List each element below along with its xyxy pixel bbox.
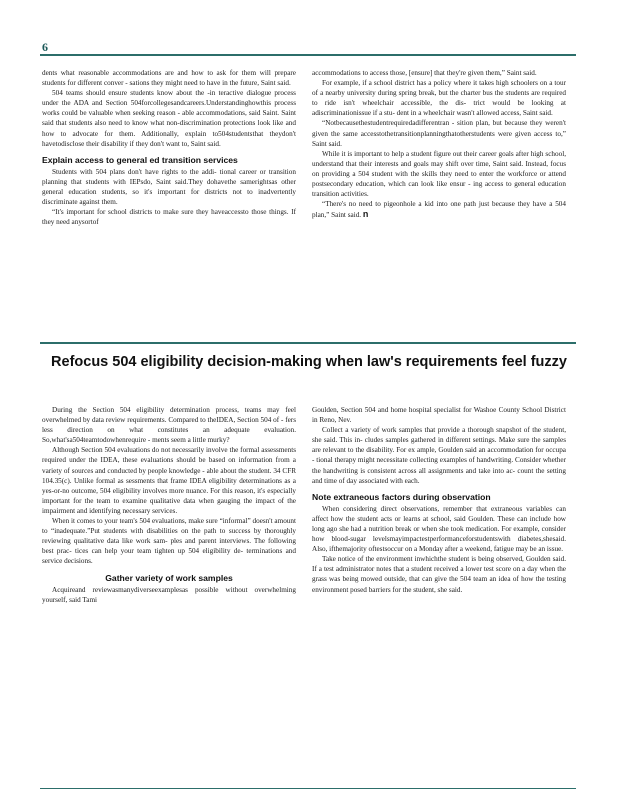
paragraph: While it is important to help a student figure out their career goals after high school, understand that their interests and goals may shift over time, Saint said. Instead, focus on providing a 504 student with the skills they need to enter the workforce or attend postsecondary education, which can look like ensur - ing access to general education transition activities. [312,149,566,199]
top-article-left-column [42,68,296,227]
section-subheading: Explain access to general ed transition services [42,154,238,165]
top-article-right-column [312,68,566,220]
paragraph: During the Section 504 eligibility determination process, teams may feel overwhelmed by data review requirements. Compared to theIDEA, Section 504 of - fers less direction on what constitutes an adequate evaluation. So,what'sa504teamtodowhenrequire - ments seem a little murky? [42,406,296,445]
article-headline: Refocus 504 eligibility decision-making when law's requirements feel fuzzy [51,354,567,370]
paragraph: Goulden, Section 504 and home hospital specialist for Washoe County School District in Reno, Nev. [312,406,566,425]
paragraph: accommodations to access those, [ensure] that they're given them,” Saint said. [312,69,537,77]
paragraph: “It's important for school districts to make sure they haveaccessto those things. If they need anysortof [42,208,296,227]
paragraph: When it comes to your team's 504 evaluations, make sure “informal” doesn't amount to “inadequate.”Put students with disabilities on the path to success by thoroughly reviewing qualitative data like work sam- ples and parent interviews. The following best prac- tices can help your team tighten up 504 eligibility de- terminations and service decisions. [42,517,296,566]
paragraph [312,199,566,220]
page-number: 6 [42,40,48,54]
paragraph: Acquireand reviewasmanydiverseexamplesas possible without overwhelming yourself, said Tami [42,585,296,604]
bottom-article-left-column [42,405,296,605]
paragraph: Collect a variety of work samples that provide a thorough snapshot of the student, she said. This in- cludes samples gathered in different settings. Make sure the samples are relevant to the disability. For ex ample, Goulden said an accommodation for occupa - tional therapy might necessitate collecting examples of handwriting. Consider whether the handwriting is consistent across all assignments and take into ac- count the setting and time of day associated with each. [312,426,566,485]
paragraph: 504 teams should ensure students know about the -in teractive dialogue process under the ADA and Section 504forcollegesandcareers.Understandinghowthis process works could be valuable when seeking reason - able accommodations, said Saint. Saint said that students also need to know what non-discrimination protections look like and how to advocate for them. Additionally, explain to504studentsthat theydon't havetodisclose their disability if they don't want to, Saint said. [42,89,296,148]
end-mark: n [362,209,369,220]
paragraph: When considering direct observations, remember that extraneous variables can affect how the student acts or learns at school, said Goulden. These can include how long ago she had a nutrition break or when she took medication. For example, consider how blood-sugar levelsmayimpactestperformanceforstudentswith diabetes,shesaid. Also, ifthemajority oftestsoccur on a Monday after a weekend, fatigue may be an issue. [312,504,566,554]
section-subheading: Note extraneous factors during observation [312,491,491,502]
paragraph: “Notbecausethestudentrequiredadifferentran - sition plan, but because they weren't given the same accesstothetransitionplanningthatotherstudents were given access to,” Saint said. [312,119,566,148]
paragraph: Although Section 504 evaluations do not necessarily involve the formal assessments required under the IDEA, these evaluations should be based on information from a variety of sources and conducted by people knowledge - able about the student. 34 CFR 104.35(c). Unlike formal as sessments that frame IDEA eligibility determinations as a yes-or-no outcome, 504 eligibility involves more nuance. For this reason, it's especially important for the team to examine qualitative data when gauging the impact of the impairment and identifying necessary services. [42,446,296,515]
paragraph: For example, if a school district has a policy where it takes high schoolers on a tour of a nearby university during spring break, but the charter bus the students are required to ride isn't wheelchair accessible, the dis- trict would be looking at adiscriminationissue if a stu- dent in a wheelchair wasn't allowed access, Saint said. [312,79,566,118]
article-divider-rule [40,342,576,344]
paragraph-text: “There's no need to pigeonhole a kid into one path just because they have a 504 plan,” Saint said. [312,200,566,220]
footer-rule [40,788,576,789]
section-subheading: Gather variety of work samples [105,572,233,583]
paragraph: Take notice of the environment inwhichthe student is being observed, Goulden said. If a test administrator notes that a student received a lower test score on a day when the grass was being mowed outside, that can give the 504 team an idea of how the testing environment posed barriers for the student, she said. [312,555,566,594]
paragraph: Students with 504 plans don't have rights to the addi- tional career or transition planning that students with IEPsdo, Saint said.They dohavethe samerightsas other general education students, so it's important for districts not to inadvertently discriminate against them. [42,167,296,207]
bottom-article-right-column [312,405,566,595]
paragraph: dents what reasonable accommodations are and how to ask for them will prepare students for different conver - sations they might need to have in the future, Saint said. [42,69,296,88]
header-rule [40,54,576,56]
